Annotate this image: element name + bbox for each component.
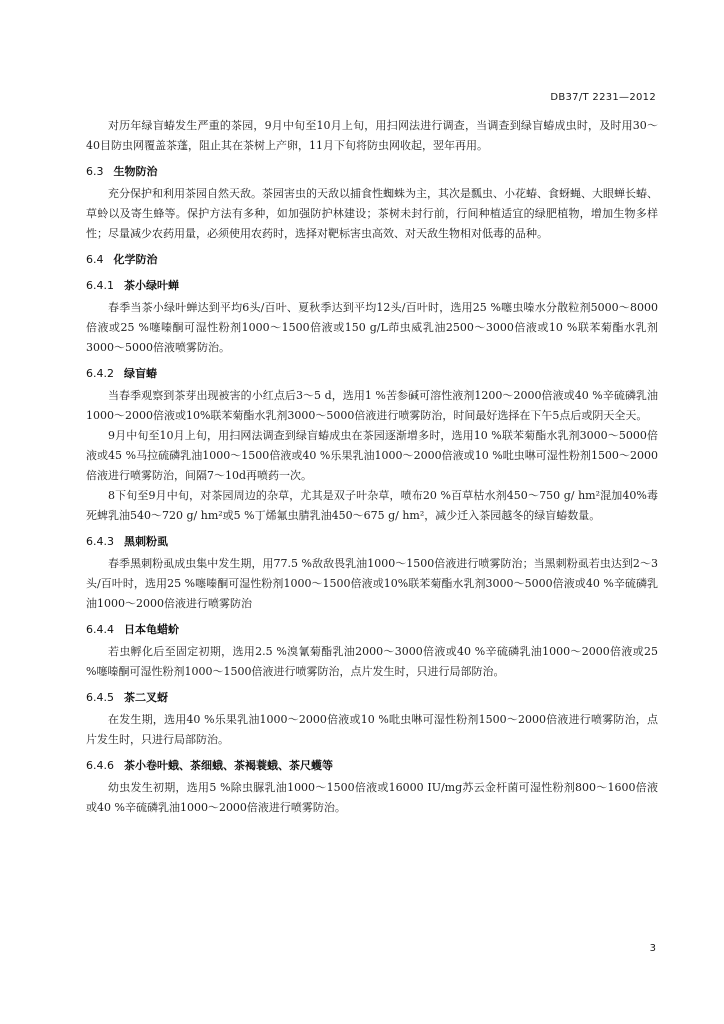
subsection-heading [86,620,658,640]
section-number: 6.4.6 [86,759,114,772]
paragraph: 在发生期，选用40 %乐果乳油1000～2000倍液或10 %吡虫啉可湿性粉剂1500～2000倍液进行喷雾防治，点片发生时，只进行局部防治。 [86,713,658,746]
paragraph: 8下旬至9月中旬，对茶园周边的杂草，尤其是双子叶杂草，喷布20 %百草枯水剂450～750 g/ hm²混加40%毒死蜱乳油540～720 g/ hm²或5 %丁烯氟虫腈乳油450～675 g/ hm²，减少迁入茶园越冬的绿盲蝽数量。 [86,489,658,522]
subsection-heading [86,688,658,708]
paragraph: 春季黑刺粉虱成虫集中发生期，用77.5 %敌敌畏乳油1000～1500倍液进行喷雾防治；当黑刺粉虱若虫达到2～3头/百叶时，选用25 %噻嗪酮可湿性粉剂1000～1500倍液或10%联苯菊酯水乳剂3000～5000倍液或40 %辛硫磷乳油1000～2000倍液进行喷雾防治 [86,557,658,610]
paragraph: 幼虫发生初期，选用5 %除虫脲乳油1000～1500倍液或16000 IU/mg苏云金杆菌可湿性粉剂800～1600倍液或40 %辛硫磷乳油1000～2000倍液进行喷雾防治。 [86,781,658,814]
section-number: 6.4.4 [86,623,114,636]
section-number: 6.4.1 [86,279,114,292]
subsection-heading [86,532,658,552]
paragraph: 充分保护和利用茶园自然天敌。茶园害虫的天敌以捕食性蜘蛛为主，其次是瓢虫、小花蝽、食蚜蝇、大眼蝉长蝽、草蛉以及寄生蜂等。保护方法有多种，如加强防护林建设；茶树未封行前，行间种植适宜的绿肥植物，增加生物多样性；尽量减少农药用量，必须使用农药时，选择对靶标害虫高效、对天敌生物相对低毒的品种。 [86,187,658,240]
paragraph: 当春季观察到茶芽出现被害的小红点后3～5 d，选用1 %苦参碱可溶性液剂1200～2000倍液或40 %辛硫磷乳油1000～2000倍液或10%联苯菊酯水乳剂3000～5000倍液进行喷雾防治，时间最好选择在下午5点后或阴天全天。 [86,389,658,422]
section-number: 6.4.5 [86,691,114,704]
section-heading [86,250,658,270]
subsection-heading [86,756,658,776]
section-heading [86,162,658,182]
subsection-heading [86,276,658,296]
paragraph: 若虫孵化后至固定初期，选用2.5 %溴氰菊酯乳油2000～3000倍液或40 %辛硫磷乳油1000～2000倍液或25 %噻嗪酮可湿性粉剂1000～1500倍液进行喷雾防治，点片发生时，只进行局部防治。 [86,645,658,678]
section-title: 化学防治 [113,253,158,266]
section-title: 日本龟蜡蚧 [124,623,179,636]
paragraph: 春季当茶小绿叶蝉达到平均6头/百叶、夏秋季达到平均12头/百叶时，选用25 %噻虫嗪水分散粒剂5000～8000倍液或25 %噻嗪酮可湿性粉剂1000～1500倍液或150 g/L茚虫威乳油2500～3000倍液或10 %联苯菊酯水乳剂3000～5000倍液喷雾防治。 [86,301,658,354]
section-number: 6.4.2 [86,367,114,380]
standard-code: DB37/T 2231—2012 [550,92,656,103]
paragraph: 对历年绿盲蝽发生严重的茶园，9月中旬至10月上旬，用扫网法进行调查，当调查到绿盲蝽成虫时，及时用30～40目防虫网覆盖茶蓬，阻止其在茶树上产卵，11月下旬将防虫网收起，翌年再用。 [86,119,658,152]
paragraph: 9月中旬至10月上旬，用扫网法调查到绿盲蝽成虫在茶园逐渐增多时，选用10 %联苯菊酯水乳剂3000～5000倍液或45 %马拉硫磷乳油1000～1500倍液或40 %乐果乳油1000～2000倍液或10 %吡虫啉可湿性粉剂1500～2000倍液进行喷雾防治，间隔7～10d再喷药一次。 [86,429,658,482]
subsection-heading [86,364,658,384]
section-title: 茶二叉蚜 [124,691,168,704]
section-title: 黑刺粉虱 [124,535,168,548]
section-title: 茶小卷叶蛾、茶细蛾、茶褐蓑蛾、茶尺蠖等 [124,759,333,772]
document-body [86,116,658,818]
section-number: 6.4 [86,253,104,266]
section-title: 生物防治 [113,165,158,178]
page-number: 3 [649,943,656,954]
section-title: 绿盲蝽 [124,367,157,380]
section-number: 6.3 [86,165,104,178]
section-title: 茶小绿叶蝉 [124,279,179,292]
section-number: 6.4.3 [86,535,114,548]
